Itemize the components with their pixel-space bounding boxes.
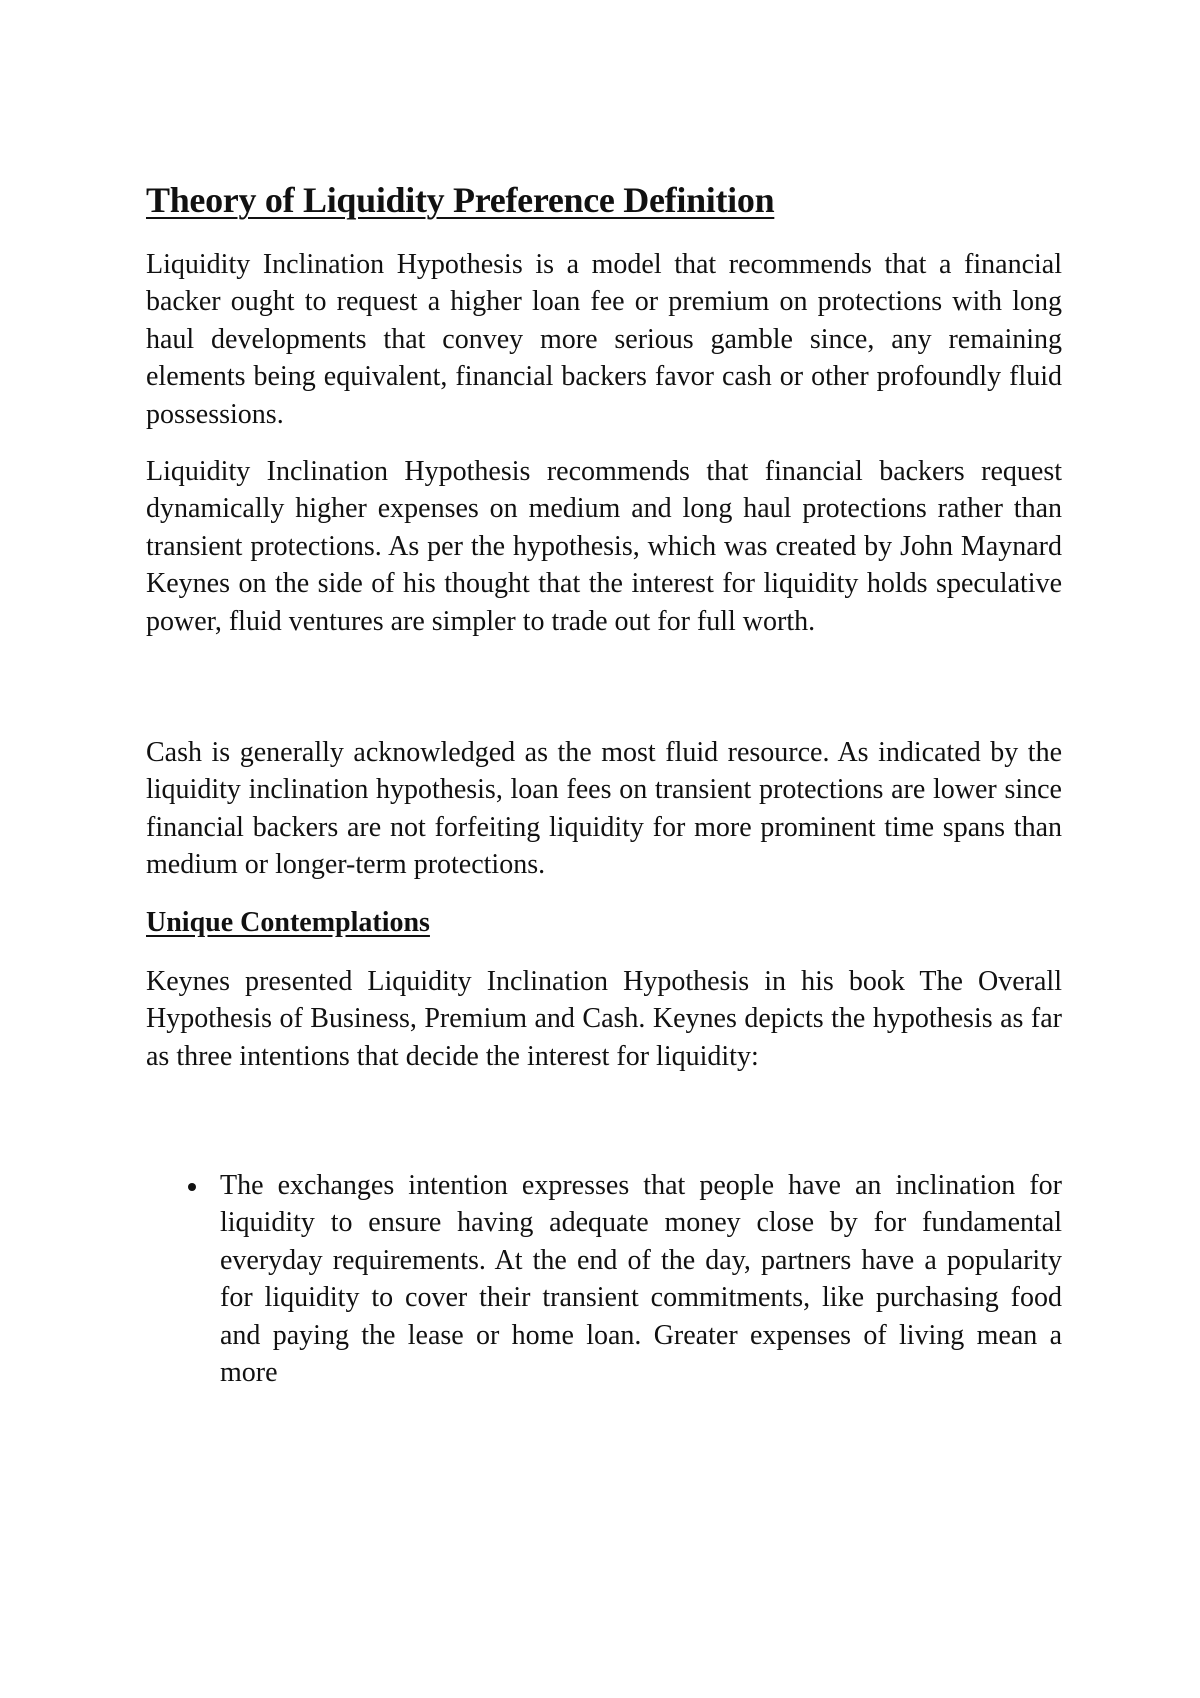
bullet-icon (188, 1183, 196, 1191)
paragraph-cash-fluid: Cash is generally acknowledged as the most fluid resource. As indicated by the liquidity inclination hypothesis, loan fees on transient protections are lower since financial backers are not forfeiting liquidity for more prominent time spans than medium or longer-term protections. (146, 737, 1062, 881)
spacer (146, 1075, 1062, 1167)
paragraph-keynes-origin: Liquidity Inclination Hypothesis recommends that financial backers request dynamically higher expenses on medium and long haul protections rather than transient protections. As per the hypothesis, which was created by John Maynard Keynes on the side of his thought that the interest for liquidity holds speculative power, fluid ventures are simpler to trade out for full worth. (146, 456, 1062, 637)
spacer (146, 433, 1062, 453)
section-heading: Unique Contemplations (146, 906, 430, 938)
list-item (146, 1167, 1062, 1391)
paragraph-definition: Liquidity Inclination Hypothesis is a model that recommends that a financial backer ought to request a higher loan fee or premium on protections with long haul developments that convey more serious gamble since, any remaining elements being equivalent, financial backers favor cash or other profoundly fluid possessions. (146, 249, 1062, 430)
document-title: Theory of Liquidity Preference Definition (146, 180, 775, 220)
bullet-text: The exchanges intention expresses that people have an inclination for liquidity to ensure having adequate money close by for fundamental everyday requirements. At the end of the day, partners have a popularity for liquidity to cover their transient commitments, like purchasing food and paying the lease or home loan. Greater expenses of living mean a more (220, 1169, 1062, 1388)
bullet-list (146, 1167, 1062, 1391)
spacer (146, 884, 1062, 904)
document-page (146, 178, 1062, 1391)
spacer (146, 640, 1062, 734)
paragraph-section-intro: Keynes presented Liquidity Inclination Hypothesis in his book The Overall Hypothesis of Business, Premium and Cash. Keynes depicts the hypothesis as far as three intentions that decide the interest for liquidity: (146, 965, 1062, 1072)
